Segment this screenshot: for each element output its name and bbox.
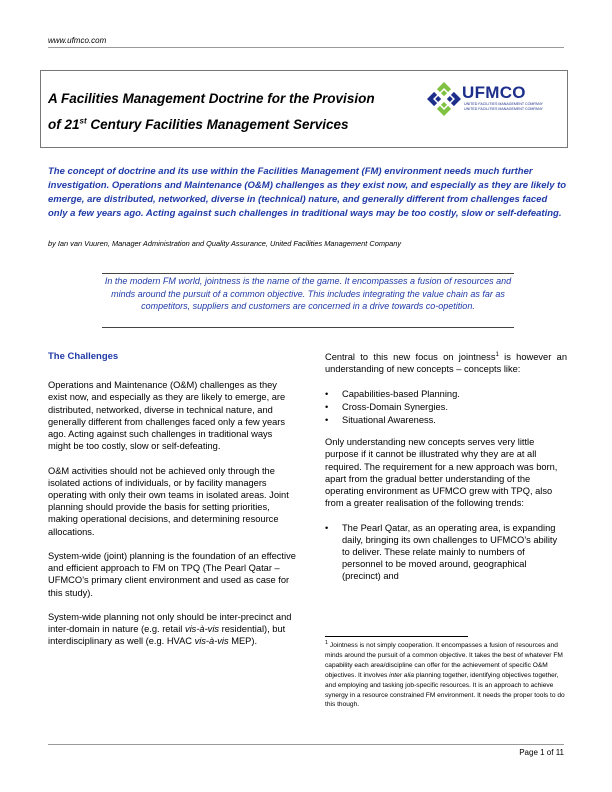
concept-list: [325, 388, 567, 427]
header-url[interactable]: www.ufmco.com: [48, 36, 107, 45]
footnote-reference[interactable]: 1: [495, 351, 499, 358]
document-title-line-1: A Facilities Management Doctrine for the Provision: [48, 91, 375, 106]
paragraph: Only understanding new concepts serves very little purpose if it cannot be illustrated why they are at all required. The requirement for a new approach was born, apart from the gradual better understanding of the operating environment as UFMCO grew with TPQ, also from a greater realisation of the following trends:: [325, 437, 558, 509]
footer-divider: [48, 744, 564, 745]
quote-bottom-rule: [102, 327, 514, 328]
list-item: • Capabilities-based Planning.: [325, 388, 567, 400]
pull-quote: In the modern FM world, jointness is the name of the game. It encompasses a fusion of resources and minds around the pursuit of a common objective. This includes integrating the value chain as far as competitors, suppliers and customers are concerned in a drive towards co-opetition.: [104, 276, 512, 312]
author-byline: by Ian van Vuuren, Manager Administration and Quality Assurance, United Facilities Management Company: [48, 239, 402, 248]
intro-abstract: The concept of doctrine and its use within the Facilities Management (FM) environment needs much further investigation. Operations and Maintenance (O&M) challenges as they exist now, and especially as they are likely to emerge, are distributed, networked, diverse in (technical) nature, and generally different from challenges faced only a few years ago. Acting against such challenges in traditional ways may be too costly, slow or self-defeating.: [48, 166, 567, 219]
logo-subtitle: UNITED FACILITIES MANAGEMENT COMPANY: [464, 102, 543, 106]
section-heading: The Challenges: [48, 351, 119, 362]
paragraph: System-wide (joint) planning is the foundation of an effective and efficient approach to FM on TPQ (The Pearl Qatar – UFMCO’s primary client environment and used as case for this study).: [48, 551, 296, 598]
list-item: • The Pearl Qatar, as an operating area, is expanding daily, bringing its own challenges to UFMCO’s ability to deliver. These relate mainly to numbers of personnel to be moved around, geographical (precinct) and: [325, 522, 567, 583]
left-column: [48, 351, 296, 660]
document-title-line-2: of 21st Century Facilities Management Services: [48, 116, 349, 132]
list-item: • Cross-Domain Synergies.: [325, 401, 567, 413]
paragraph: System-wide planning not only should be inter-precinct and inter-domain in nature (e.g. retail vis-à-vis residential), but interdisciplinary as well (e.g. HVAC vis-à-vis MEP).: [48, 612, 292, 647]
ufmco-logo-icon: [427, 82, 461, 116]
list-item: • Situational Awareness.: [325, 414, 567, 426]
quote-top-rule: [102, 273, 514, 274]
page-number: Page 1 of 11: [519, 748, 564, 757]
paragraph: Operations and Maintenance (O&M) challenges as they exist now, and especially as they are likely to emerge, are distributed, networked, diverse in technical nature, and generally different from challenges faced only a few years ago. Acting against such challenges in traditional ways might be too costly, slow or self-defeating.: [48, 380, 286, 452]
footnote-divider: [325, 636, 468, 637]
header-divider: [48, 47, 564, 48]
logo-wordmark: UFMCO: [462, 83, 526, 102]
footnote: $^1$ Jointness is not simply cooperation. It encompasses a fusion of resources and minds around the pursuit of a common objective. It takes the best of whatever FM capability each area/discipline can offer for the achievement of specific O&M objectives. It involves inter alia planning together, identifying objectives together, and employing and tasking job-specific resources. It is an approach to achieve synergy in a resource constrained FM environment. It needs the proper tools to do this though.: [325, 639, 565, 709]
right-column: [325, 351, 567, 593]
trend-list: [325, 522, 567, 583]
paragraph: O&M activities should not be achieved only through the isolated actions of individuals, or by facility managers operating with only their own teams in isolated areas. Joint planning should provide the basis for setting priorities, making operational decisions, and determining resource allocations.: [48, 465, 289, 537]
paragraph: Central to this new focus on jointness$^1$ is however an understanding of new concepts – concepts like:: [325, 351, 567, 375]
logo-subtitle-secondary: UNITED FACILITIES MANAGEMENT COMPANY: [464, 107, 543, 111]
